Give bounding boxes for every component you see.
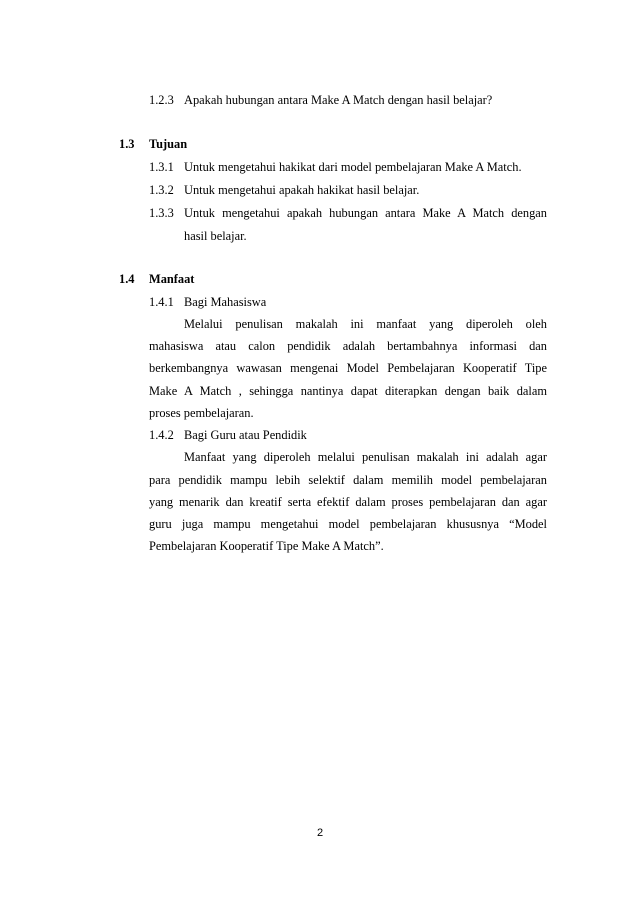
paragraph-line: yang menarik dan kreatif serta efektif dalam proses pembelajaran dan agar bbox=[149, 495, 547, 509]
section-title: Manfaat bbox=[149, 272, 195, 286]
paragraph-line: berkembangnya wawasan mengenai Model Pembelajaran Kooperatif Tipe bbox=[149, 361, 547, 375]
item-text: Untuk mengetahui apakah hakikat hasil belajar. bbox=[184, 183, 420, 197]
item-number: 1.3.2 bbox=[149, 183, 174, 197]
subsection-title: Bagi Mahasiswa bbox=[184, 295, 267, 309]
paragraph-line: Manfaat yang diperoleh melalui penulisan makalah ini adalah agar bbox=[184, 450, 547, 464]
item-text-line: Untuk mengetahui apakah hubungan antara Make A Match dengan bbox=[184, 206, 547, 220]
item-number: 1.2.3 bbox=[149, 93, 174, 107]
item-number: 1.3.1 bbox=[149, 160, 174, 174]
section-number: 1.4 bbox=[119, 272, 135, 286]
item-text-line: hasil belajar. bbox=[184, 229, 247, 243]
section-title: Tujuan bbox=[149, 137, 188, 151]
paragraph-line: Make A Match , sehingga nantinya dapat diterapkan dengan baik dalam bbox=[149, 384, 547, 398]
paragraph-line: Melalui penulisan makalah ini manfaat yang diperoleh oleh bbox=[184, 317, 547, 331]
item-number: 1.3.3 bbox=[149, 206, 174, 220]
page-number: 2 bbox=[316, 827, 324, 839]
item-text: Apakah hubungan antara Make A Match dengan hasil belajar? bbox=[184, 93, 493, 107]
paragraph-line: mahasiswa atau calon pendidik adalah bertambahnya informasi dan bbox=[149, 339, 547, 353]
item-text: Untuk mengetahui hakikat dari model pembelajaran Make A Match. bbox=[184, 160, 522, 174]
subsection-number: 1.4.1 bbox=[149, 295, 174, 309]
subsection-title: Bagi Guru atau Pendidik bbox=[184, 428, 307, 442]
paragraph-line: Pembelajaran Kooperatif Tipe Make A Match”. bbox=[149, 539, 384, 553]
paragraph-line: guru juga mampu mengetahui model pembelajaran khususnya “Model bbox=[149, 517, 547, 531]
section-number: 1.3 bbox=[119, 137, 135, 151]
paragraph-line: para pendidik mampu lebih selektif dalam memilih model pembelajaran bbox=[149, 473, 547, 487]
subsection-number: 1.4.2 bbox=[149, 428, 174, 442]
paragraph-line: proses pembelajaran. bbox=[149, 406, 254, 420]
